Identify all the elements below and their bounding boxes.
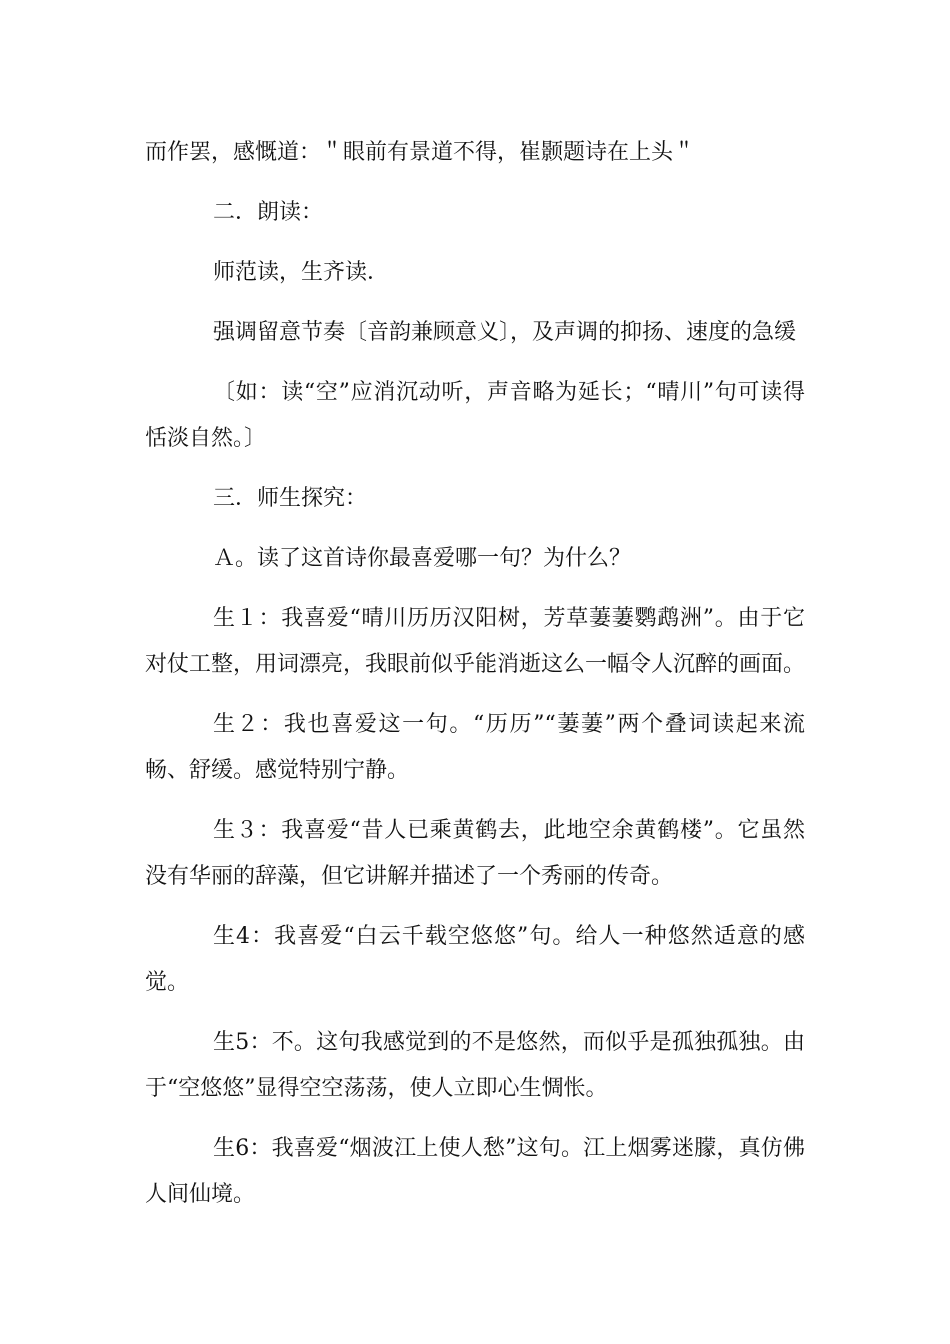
paragraph-emphasis <box>145 310 805 356</box>
paragraph-student-5 <box>145 1020 805 1112</box>
paragraph-text: Ａ。读了这首诗你最喜爱哪一句？为什么？ <box>213 546 632 571</box>
paragraph-student-2 <box>145 702 805 794</box>
heading-text: 二．朗读： <box>213 200 324 225</box>
paragraph-reading-method <box>145 250 805 296</box>
paragraph-student-4 <box>145 914 805 1006</box>
paragraph-text: 生２：我也喜爱这一句。“历历”“萋萋”两个叠词读起来流畅、舒缓。感觉特别宁静。 <box>145 712 805 783</box>
paragraph-continuation <box>145 130 805 176</box>
paragraph-student-1 <box>145 596 805 688</box>
paragraph-text: 〔如：读“空”应消沉动听，声音略为延长；“晴川”句可读得恬淡自然。〕 <box>145 380 805 451</box>
section-heading-inquiry <box>145 476 805 522</box>
paragraph-text: 生6：我喜爱“烟波江上使人愁”这句。江上烟雾迷朦，真仿佛人间仙境。 <box>145 1136 805 1207</box>
paragraph-student-6 <box>145 1126 805 1218</box>
paragraph-example <box>145 370 805 462</box>
paragraph-text: 生１：我喜爱“晴川历历汉阳树，芳草萋萋鹦鹉洲”。由于它对仗工整，用词漂亮，我眼前似乎能消逝这么一幅令人沉醉的画面。 <box>145 606 806 677</box>
document-body <box>145 130 805 1232</box>
paragraph-text: 生３：我喜爱“昔人已乘黄鹤去，此地空余黄鹤楼”。它虽然没有华丽的辞藻，但它讲解并描述了一个秀丽的传奇。 <box>145 818 805 889</box>
section-heading-reading <box>145 190 805 236</box>
paragraph-student-3 <box>145 808 805 900</box>
paragraph-text: 生4：我喜爱“白云千载空悠悠”句。给人一种悠然适意的感觉。 <box>145 924 805 995</box>
paragraph-text: 生5：不。这句我感觉到的不是悠然，而似乎是孤独孤独。由于“空悠悠”显得空空荡荡，使人立即心生惆怅。 <box>145 1030 805 1101</box>
paragraph-text: 师范读，生齐读． <box>213 260 390 285</box>
paragraph-text: 强调留意节奏〔音韵兼顾意义〕，及声调的抑扬、速度的急缓 <box>213 320 797 345</box>
paragraph-text: 而作罢，感慨道：＂眼前有景道不得，崔颢题诗在上头＂ <box>145 140 696 165</box>
paragraph-question-a <box>145 536 805 582</box>
heading-text: 三．师生探究： <box>213 486 368 511</box>
